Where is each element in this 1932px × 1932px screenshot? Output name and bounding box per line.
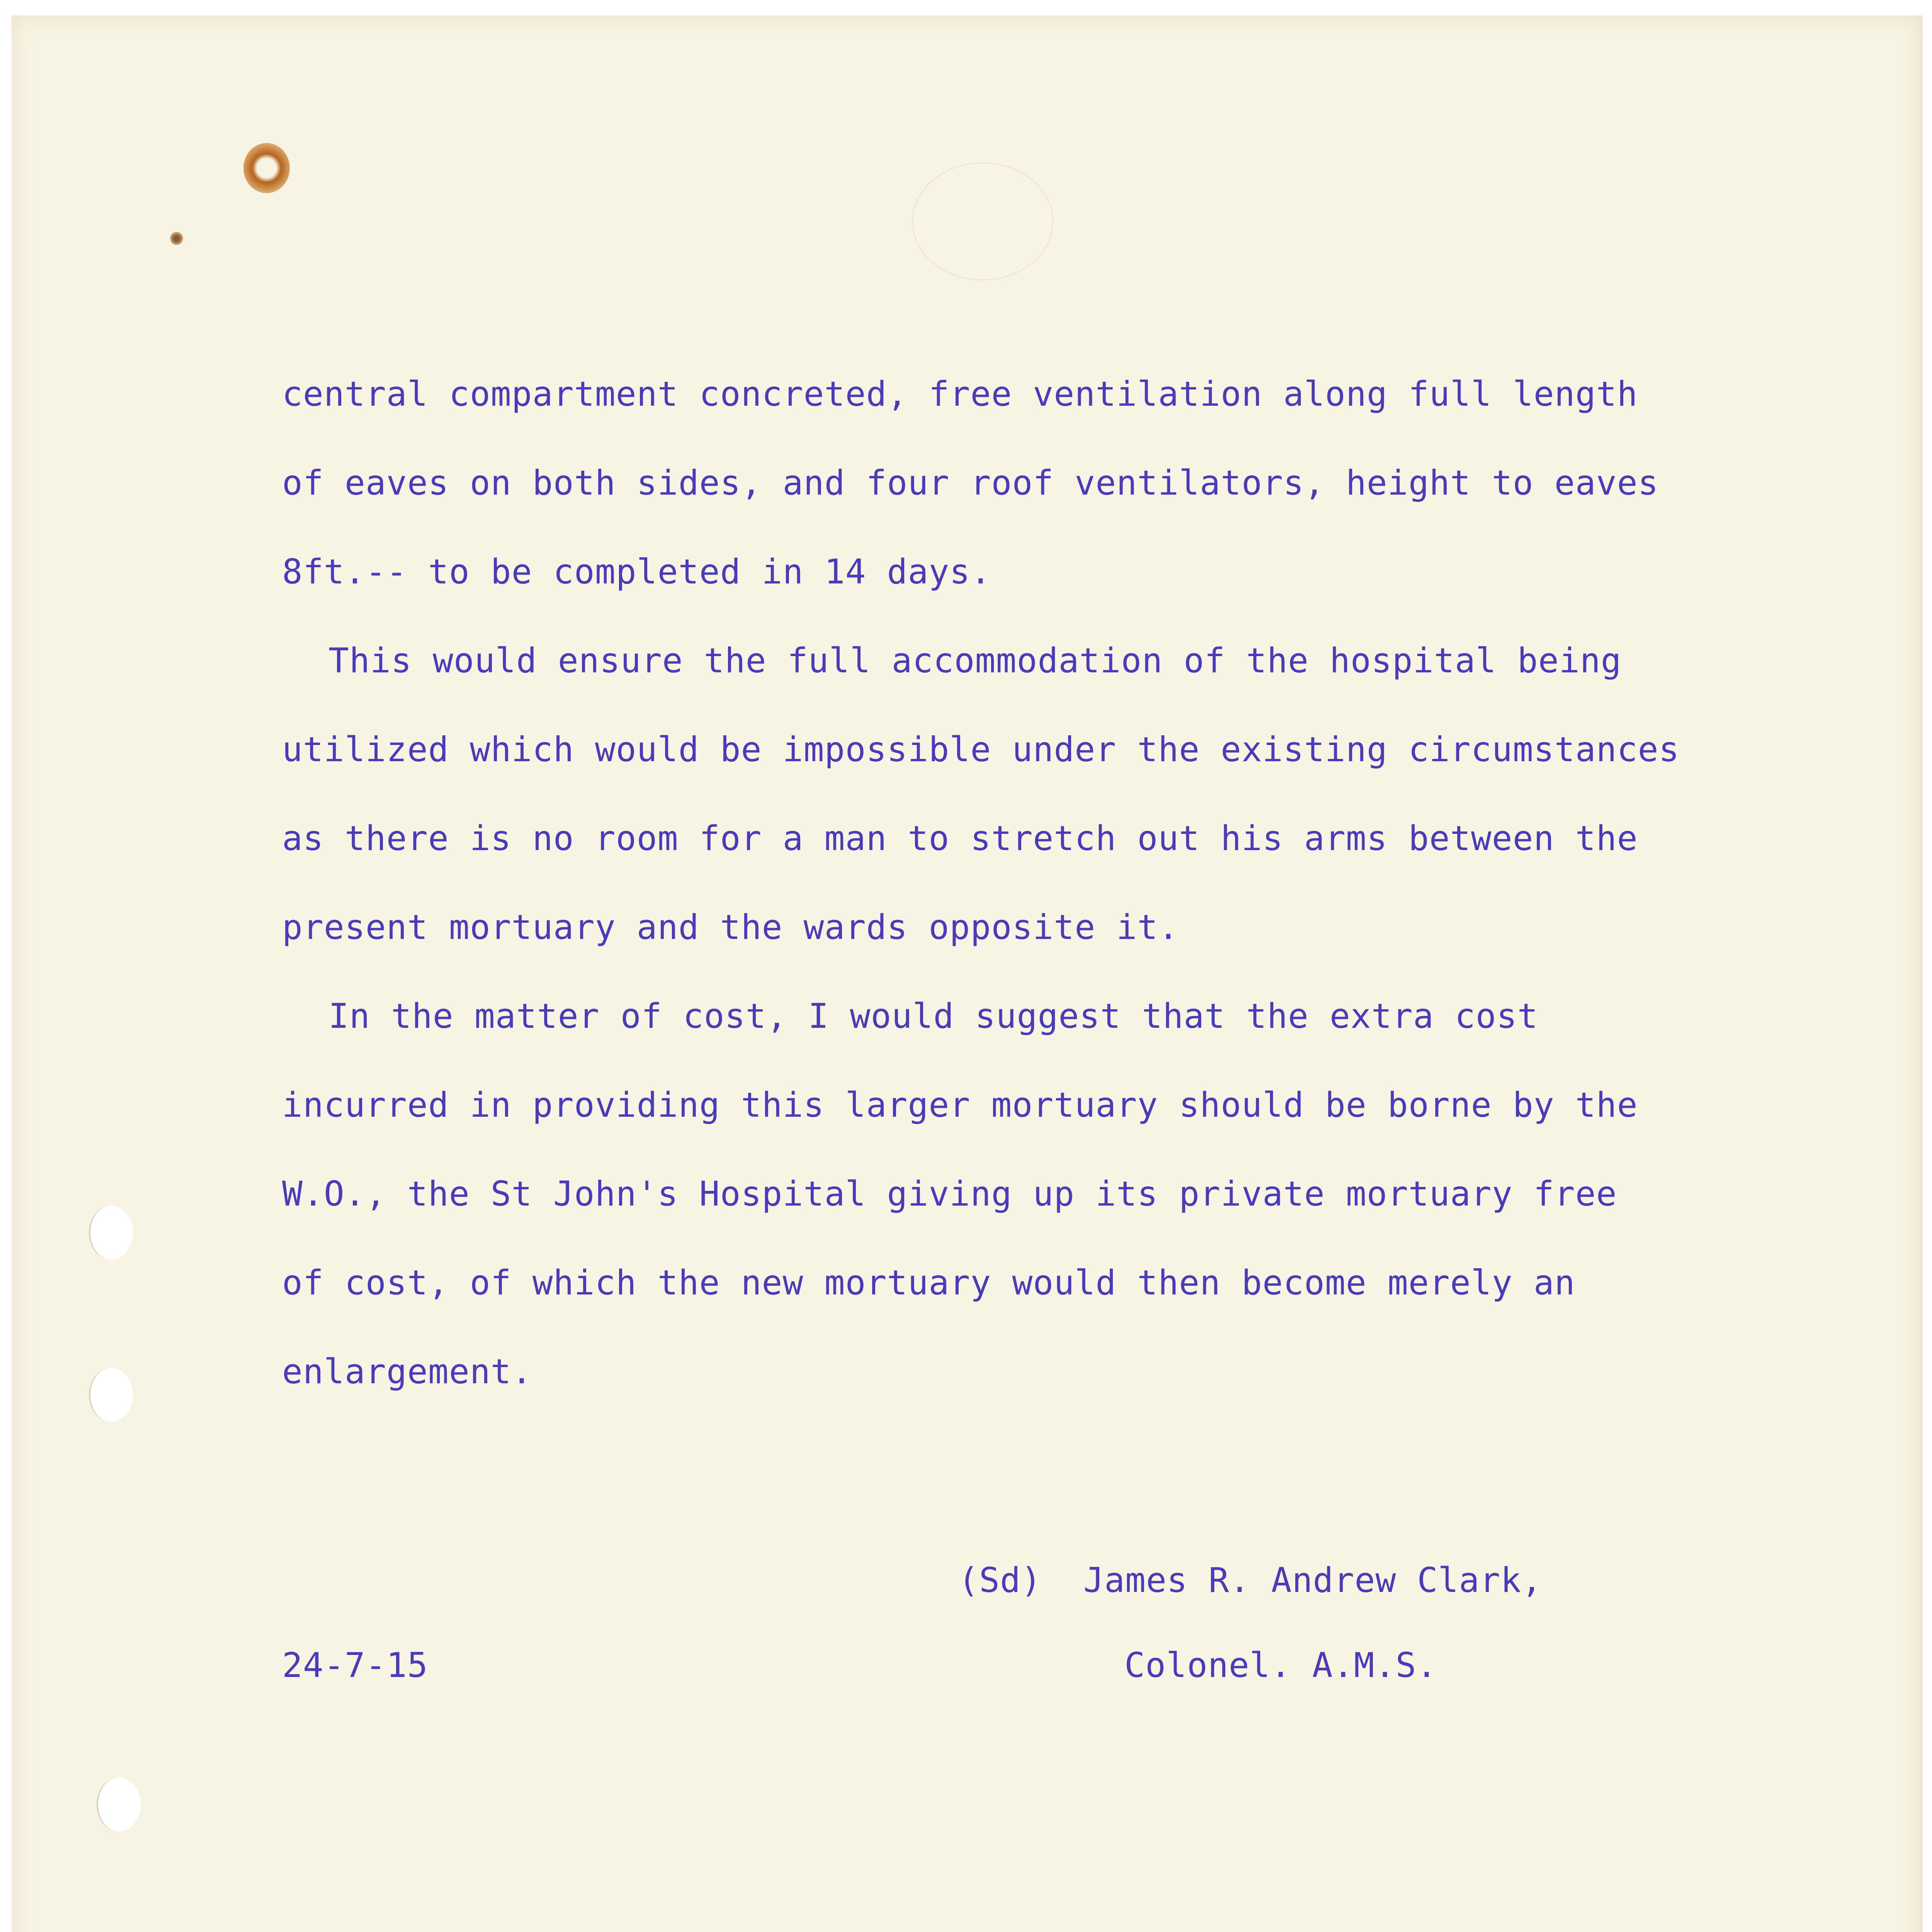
body-line: utilized which would be impossible under the existing circumstances: [282, 730, 1680, 769]
body-line: In the matter of cost, I would suggest that the extra cost: [328, 996, 1538, 1036]
punch-hole: [89, 1368, 133, 1422]
body-line: of cost, of which the new mortuary would then become merely an: [282, 1263, 1575, 1303]
body-line: present mortuary and the wards opposite it.: [282, 907, 1179, 947]
signature-line: (Sd) James R. Andrew Clark,: [958, 1560, 1543, 1600]
embossed-seal-mark: [912, 162, 1053, 281]
body-line: of eaves on both sides, and four roof ventilators, height to eaves: [282, 463, 1659, 503]
body-line: W.O., the St John's Hospital giving up its private mortuary free: [282, 1174, 1617, 1214]
punch-hole: [97, 1777, 141, 1832]
body-line: This would ensure the full accommodation of the hospital being: [328, 641, 1622, 680]
signatory-rank: Colonel. A.M.S.: [1124, 1645, 1437, 1685]
body-line: incurred in providing this larger mortuary should be borne by the: [282, 1085, 1638, 1125]
document-date: 24-7-15: [282, 1645, 428, 1685]
body-line: 8ft.-- to be completed in 14 days.: [282, 552, 992, 592]
rust-stain-mark: [243, 143, 290, 193]
small-stain-mark: [170, 232, 183, 245]
punch-hole: [89, 1206, 133, 1260]
body-line: central compartment concreted, free ventilation along full length: [282, 374, 1638, 414]
document-page: [12, 15, 1923, 1932]
body-line: as there is no room for a man to stretch out his arms between the: [282, 818, 1638, 858]
body-line: enlargement.: [282, 1352, 532, 1391]
